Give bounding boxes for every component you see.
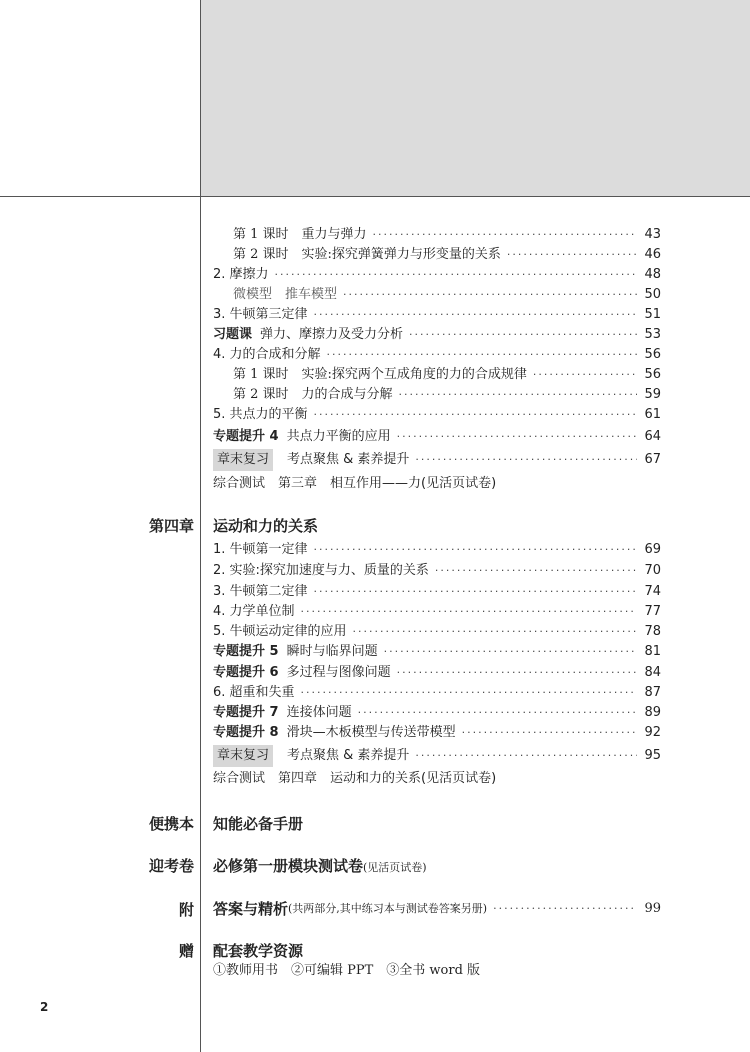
toc-title: 2. 实验:探究加速度与力、质量的关系 bbox=[213, 563, 429, 578]
chapter-title: 运动和力的关系 bbox=[213, 517, 319, 535]
leader-dots bbox=[415, 746, 637, 766]
toc-title: 4. 力的合成和分解 bbox=[213, 347, 321, 362]
leader-dots bbox=[275, 265, 637, 285]
toc-row[interactable] bbox=[213, 663, 661, 683]
toc-row[interactable] bbox=[213, 450, 661, 470]
leader-dots bbox=[314, 305, 637, 325]
leader-dots bbox=[399, 385, 637, 405]
leader-dots bbox=[384, 642, 637, 662]
toc-row[interactable] bbox=[213, 769, 661, 789]
toc-row[interactable] bbox=[213, 582, 661, 602]
toc-title: 3. 牛顿第三定律 bbox=[213, 307, 308, 322]
review-badge: 章末复习 bbox=[213, 449, 273, 471]
appendix-note: (共两部分,其中练习本与测试卷答案另册) bbox=[288, 902, 488, 915]
toc-page: 70 bbox=[644, 563, 661, 578]
toc-label: 专题提升 4 bbox=[213, 429, 279, 444]
toc-title: 考点聚焦 & 素养提升 bbox=[287, 748, 410, 763]
toc-row-appendix[interactable] bbox=[213, 899, 661, 919]
leader-dots bbox=[358, 703, 637, 723]
leader-dots bbox=[373, 225, 637, 245]
toc-label: 专题提升 5 bbox=[213, 644, 279, 659]
toc-page: 99 bbox=[644, 901, 661, 916]
exam-title: 必修第一册模块测试卷 bbox=[213, 857, 364, 875]
vertical-rule bbox=[200, 0, 201, 1052]
toc-row[interactable] bbox=[213, 642, 661, 662]
leader-dots bbox=[415, 450, 637, 470]
leader-dots bbox=[507, 245, 637, 265]
section-title-exam[interactable] bbox=[213, 855, 427, 876]
toc-page: 78 bbox=[644, 624, 661, 639]
toc-page: 61 bbox=[644, 407, 661, 422]
section-label-portable: 便携本 bbox=[148, 815, 194, 833]
toc-page: 43 bbox=[644, 227, 661, 242]
toc-title: 第 1 课时 重力与弹力 bbox=[233, 227, 367, 242]
leader-dots bbox=[327, 345, 637, 365]
toc-row[interactable] bbox=[213, 405, 661, 425]
toc-label: 专题提升 8 bbox=[213, 725, 279, 740]
review-badge: 章末复习 bbox=[213, 745, 273, 767]
horizontal-rule bbox=[0, 196, 750, 197]
leader-dots bbox=[397, 663, 637, 683]
toc-page: 51 bbox=[644, 307, 661, 322]
toc-title: 弹力、摩擦力及受力分析 bbox=[260, 327, 404, 342]
toc-title: 综合测试 第四章 运动和力的关系(见活页试卷) bbox=[213, 771, 497, 786]
toc-title: 综合测试 第三章 相互作用——力(见活页试卷) bbox=[213, 476, 497, 491]
gift-items: ①教师用书 ②可编辑 PPT ③全书 word 版 bbox=[213, 963, 481, 978]
toc-row[interactable] bbox=[213, 540, 661, 560]
toc-page: 48 bbox=[644, 267, 661, 282]
toc-row[interactable] bbox=[233, 365, 661, 385]
leader-dots bbox=[462, 723, 637, 743]
toc-title: 微模型 推车模型 bbox=[233, 287, 338, 302]
toc-page: 77 bbox=[644, 604, 661, 619]
toc-label: 专题提升 6 bbox=[213, 665, 279, 680]
section-label-gift: 赠 bbox=[178, 942, 194, 960]
leader-dots bbox=[314, 582, 637, 602]
gift-items-row bbox=[213, 961, 661, 981]
section-label-appendix: 附 bbox=[178, 901, 194, 919]
toc-row[interactable] bbox=[213, 345, 661, 365]
leader-dots bbox=[343, 285, 637, 305]
toc-title: 滑块—木板模型与传送带模型 bbox=[286, 725, 456, 740]
toc-row[interactable] bbox=[213, 265, 661, 285]
toc-page: 53 bbox=[644, 327, 661, 342]
section-title-portable[interactable] bbox=[213, 813, 303, 834]
toc-title: 共点力平衡的应用 bbox=[286, 429, 391, 444]
page-number: 2 bbox=[40, 1000, 49, 1014]
toc-row[interactable] bbox=[213, 474, 661, 494]
header-gray-block bbox=[201, 0, 750, 196]
toc-title: 2. 摩擦力 bbox=[213, 267, 269, 282]
toc-row[interactable] bbox=[213, 602, 661, 622]
toc-page: 95 bbox=[644, 748, 661, 763]
toc-row[interactable] bbox=[213, 746, 661, 766]
toc-title: 5. 牛顿运动定律的应用 bbox=[213, 624, 347, 639]
appendix-title: 答案与精析 bbox=[213, 900, 289, 918]
toc-row[interactable] bbox=[233, 285, 661, 305]
exam-note: (见活页试卷) bbox=[363, 861, 427, 874]
toc-row[interactable] bbox=[233, 225, 661, 245]
toc-row[interactable] bbox=[233, 385, 661, 405]
toc-title: 多过程与图像问题 bbox=[286, 665, 391, 680]
toc-label: 专题提升 7 bbox=[213, 705, 279, 720]
leader-dots bbox=[301, 602, 637, 622]
section-label-exam: 迎考卷 bbox=[148, 857, 194, 875]
toc-row[interactable] bbox=[213, 683, 661, 703]
toc-row[interactable] bbox=[213, 723, 661, 743]
toc-row[interactable] bbox=[213, 622, 661, 642]
toc-page: 84 bbox=[644, 665, 661, 680]
leader-dots bbox=[314, 540, 637, 560]
chapter-label: 第四章 bbox=[148, 517, 194, 535]
toc-page: 92 bbox=[644, 725, 661, 740]
leader-dots bbox=[533, 365, 637, 385]
leader-dots bbox=[314, 405, 637, 425]
leader-dots bbox=[353, 622, 637, 642]
toc-row[interactable] bbox=[213, 305, 661, 325]
toc-title: 1. 牛顿第一定律 bbox=[213, 542, 308, 557]
toc-title: 考点聚焦 & 素养提升 bbox=[287, 452, 410, 467]
toc-page: 59 bbox=[644, 387, 661, 402]
toc-row[interactable] bbox=[233, 245, 661, 265]
toc-page: 46 bbox=[644, 247, 661, 262]
toc-page: 67 bbox=[644, 452, 661, 467]
leader-dots bbox=[397, 427, 637, 447]
leader-dots bbox=[301, 683, 637, 703]
toc-title: 5. 共点力的平衡 bbox=[213, 407, 308, 422]
toc-page: 89 bbox=[644, 705, 661, 720]
toc-title: 第 1 课时 实验:探究两个互成角度的力的合成规律 bbox=[233, 367, 527, 382]
toc-page: 74 bbox=[644, 584, 661, 599]
toc-page: 56 bbox=[644, 347, 661, 362]
gift-title: 配套教学资源 bbox=[213, 942, 304, 960]
toc-title: 瞬时与临界问题 bbox=[286, 644, 378, 659]
toc-title: 第 2 课时 实验:探究弹簧弹力与形变量的关系 bbox=[233, 247, 501, 262]
toc-title: 连接体问题 bbox=[286, 705, 352, 720]
toc-page: 69 bbox=[644, 542, 661, 557]
toc-title: 4. 力学单位制 bbox=[213, 604, 295, 619]
toc-row[interactable] bbox=[213, 703, 661, 723]
toc-page: 64 bbox=[644, 429, 661, 444]
portable-title: 知能必备手册 bbox=[213, 815, 304, 833]
leader-dots bbox=[435, 561, 637, 581]
toc-title: 3. 牛顿第二定律 bbox=[213, 584, 308, 599]
toc-page: 56 bbox=[644, 367, 661, 382]
toc-label: 习题课 bbox=[213, 327, 253, 342]
toc-page: 81 bbox=[644, 644, 661, 659]
toc-title: 第 2 课时 力的合成与分解 bbox=[233, 387, 393, 402]
toc-page: 50 bbox=[644, 287, 661, 302]
leader-dots bbox=[409, 325, 637, 345]
toc-page: 87 bbox=[644, 685, 661, 700]
leader-dots bbox=[493, 899, 637, 919]
toc-row[interactable] bbox=[213, 427, 661, 447]
toc-title: 6. 超重和失重 bbox=[213, 685, 295, 700]
toc-row[interactable] bbox=[213, 325, 661, 345]
toc-row[interactable] bbox=[213, 561, 661, 581]
